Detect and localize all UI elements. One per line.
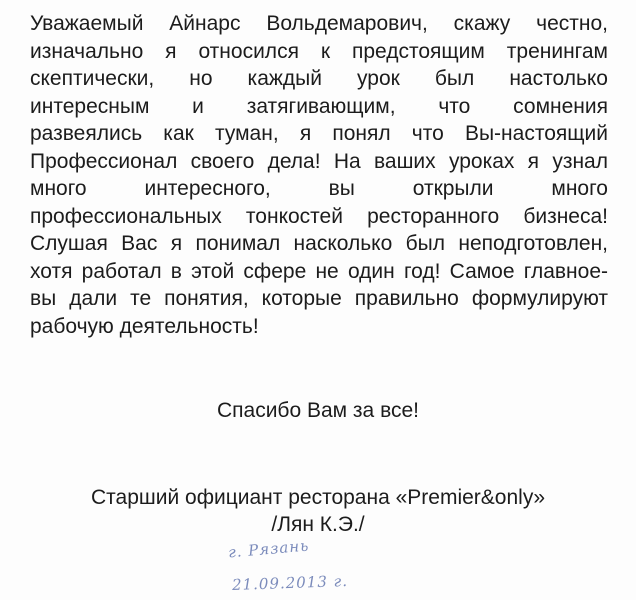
letter-body — [30, 10, 608, 340]
letter-line: интересным и затягивающим, что сомнения — [30, 94, 608, 118]
letter-line: Профессионал своего дела! На ваших уроках я узнал — [30, 149, 608, 173]
letter-line: изначально я относился к предстоящим тренингам — [30, 39, 608, 63]
signature-title: Старший официант ресторана «Premier&only» — [90, 486, 545, 509]
signature-name: /Лян К.Э./ — [271, 513, 365, 536]
letter-line: хотя работал в этой сфере не один год! Самое главное- — [30, 259, 608, 283]
thanks-line: Спасибо Вам за все! — [216, 399, 420, 422]
handwritten-date: 21.09.2013 г. — [231, 571, 349, 595]
letter-line: Слушая Вас я понимал насколько был неподготовлен, — [30, 232, 608, 255]
letter-line: много интересного, вы открыли много — [30, 177, 608, 200]
letter-line: профессиональных тонкостей ресторанного бизнеса! — [30, 204, 608, 228]
letter-line: развеялись как туман, я понял что Вы-настоящий — [30, 122, 608, 145]
letter-line: рабочую деятельность! — [30, 314, 259, 338]
letter-line: скептически, но каждый урок был настолько — [30, 67, 608, 90]
letter-line: вы дали те понятия, которые правильно формулируют — [30, 287, 608, 310]
handwritten-city: г. Рязань — [227, 536, 310, 562]
letter-line: Уважаемый Айнарс Вольдемарович, скажу честно, — [30, 12, 608, 35]
